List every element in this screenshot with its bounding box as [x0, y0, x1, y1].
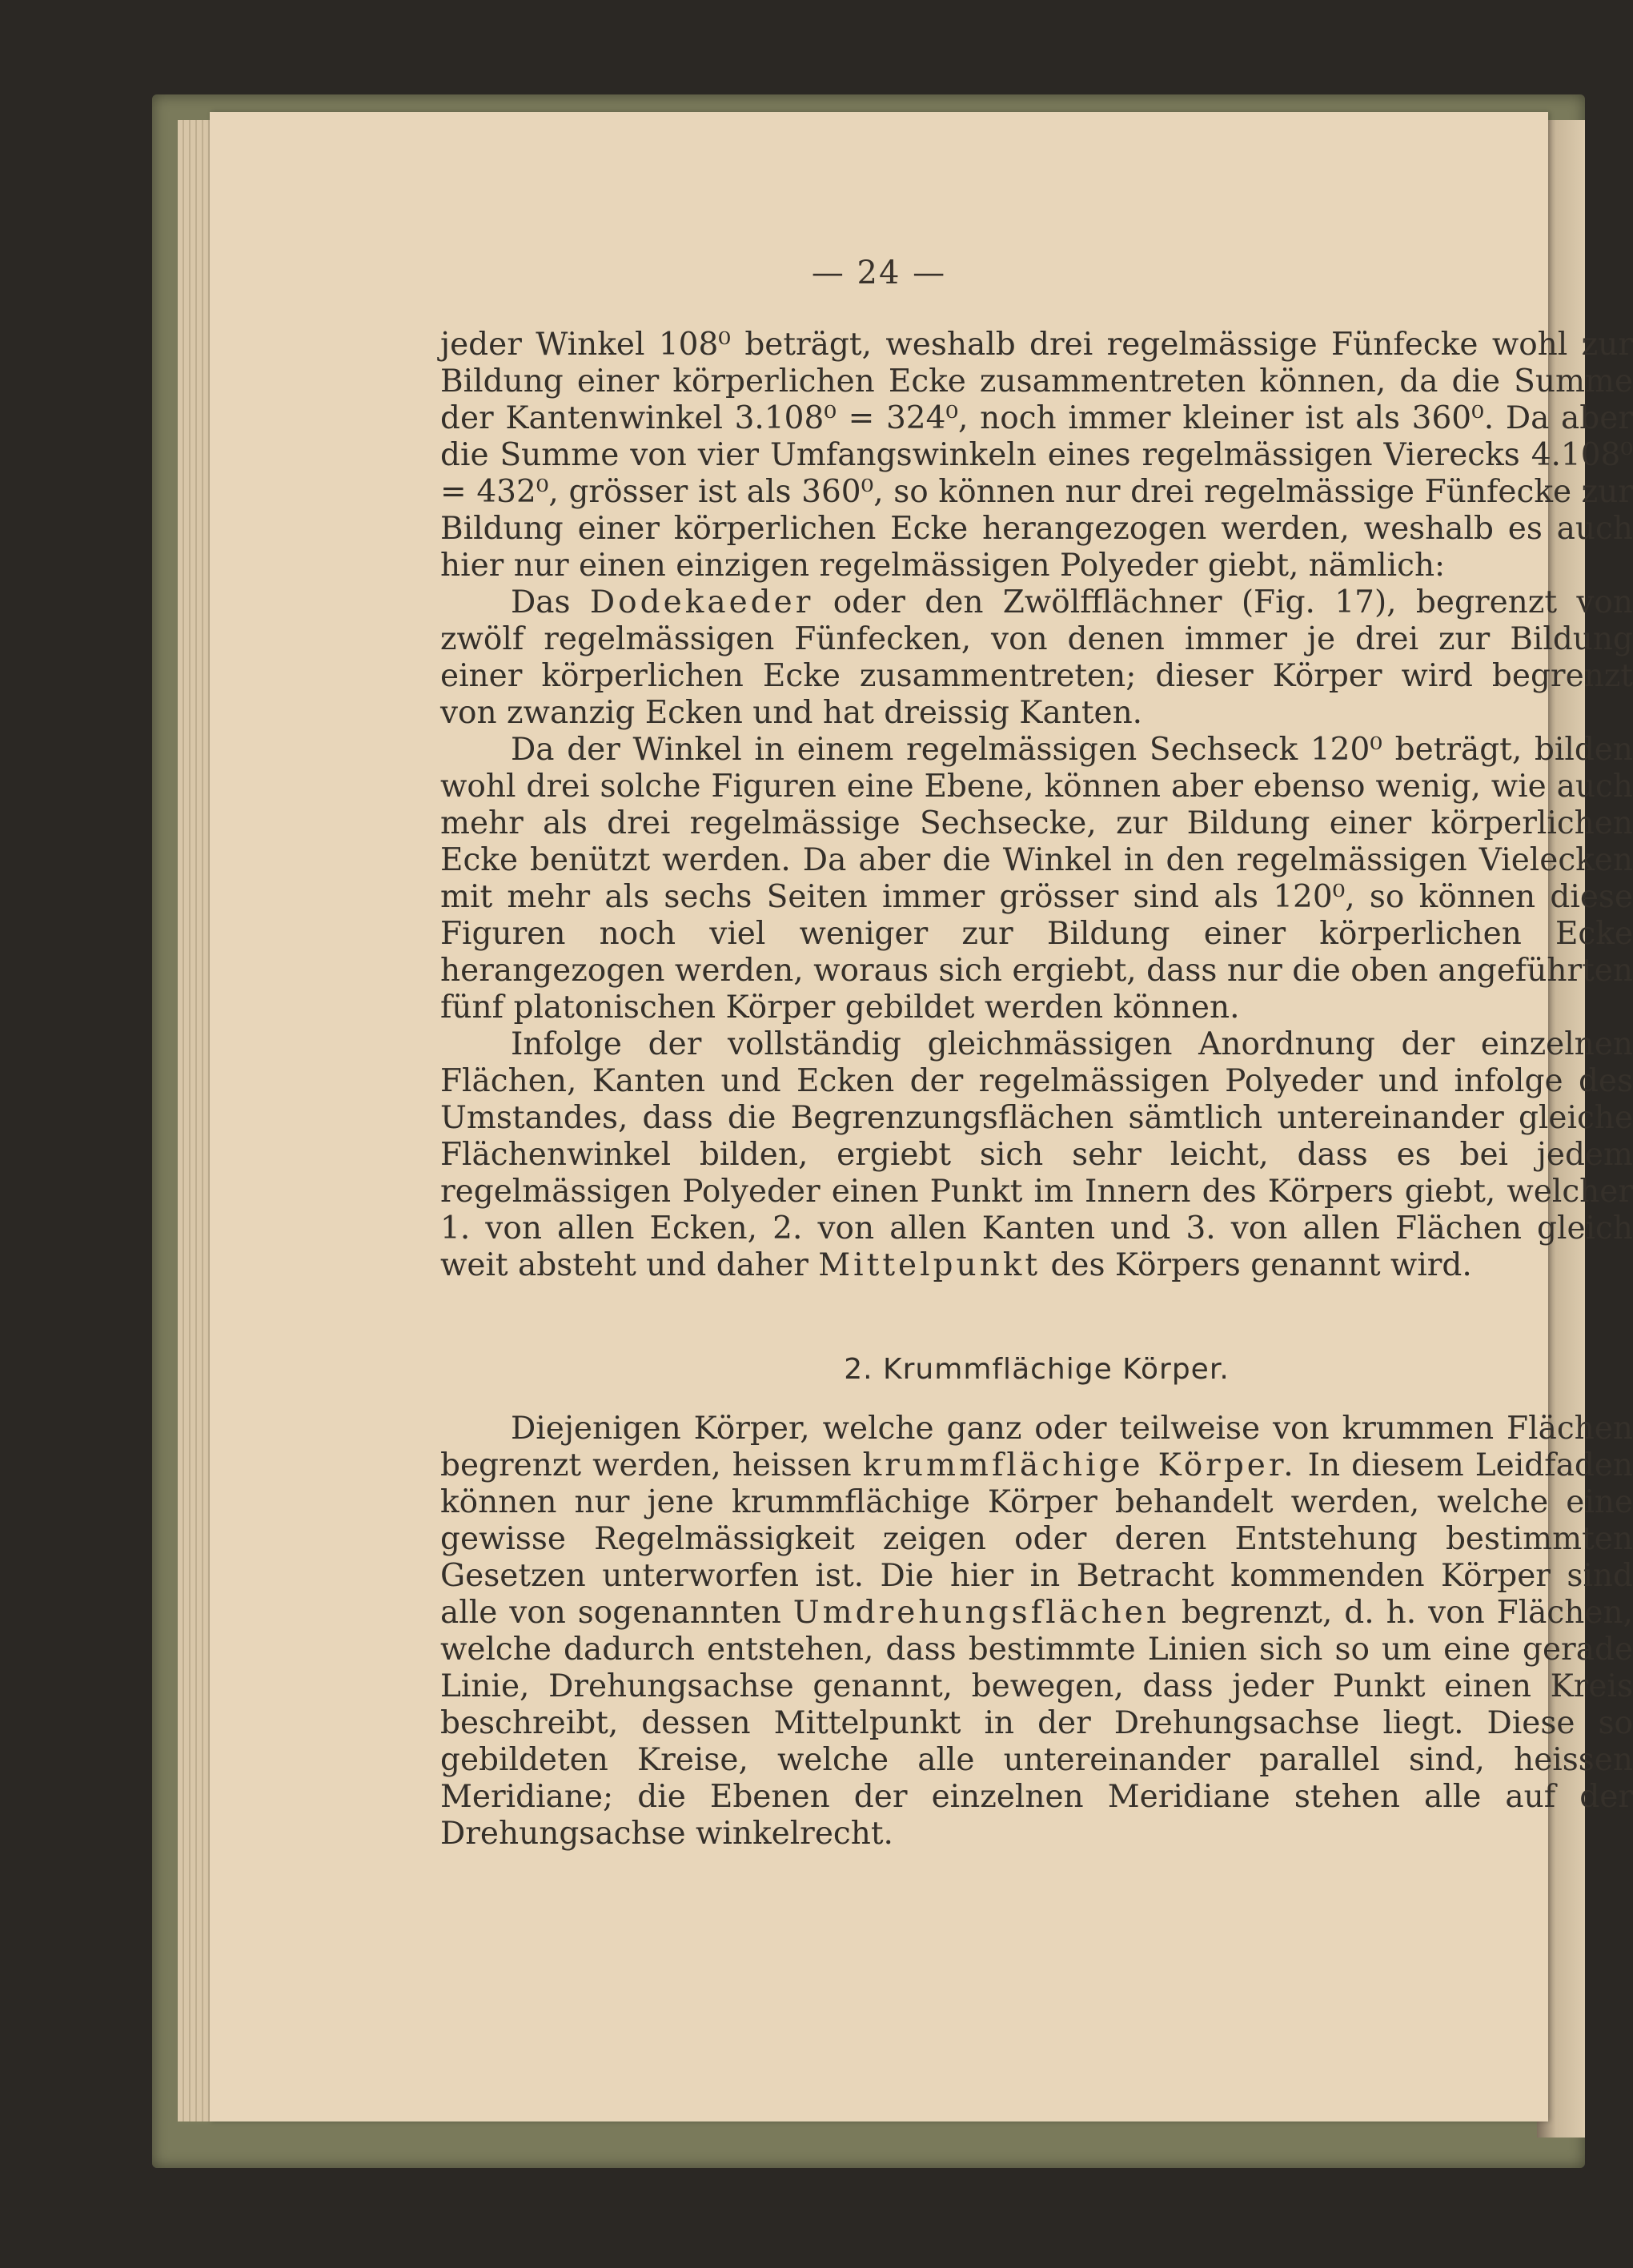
page-number: — 24 — — [811, 255, 947, 291]
section-heading: 2. Krummflächige Körper. — [844, 1353, 1230, 1386]
paragraph-2: Das Dodekaeder oder den Zwölfflächner (Fig. 17), begrenzt von zwölf regelmässigen Fünfecken, von denen immer je drei zur Bildung einer körperlichen Ecke zusammentreten; dieser Körper wird begrenzt von zwanzig Ecken und hat dreissig Kanten. — [440, 584, 1633, 731]
paragraph-4: Infolge der vollständig gleichmässigen Anordnung der einzelnen Flächen, Kanten und Ecken der regelmässigen Polyeder und infolge des Umstandes, dass die Begrenzungsflächen sämtlich untereinander gleiche Flächenwinkel bilden, ergiebt sich sehr leicht, dass es bei jedem regelmässigen Polyeder einen Punkt im Innern des Körpers giebt, welcher 1. von allen Ecken, 2. von allen Kanten und 3. von allen Flächen gleich weit absteht und daher Mittelpunkt des Körpers genannt wird. — [440, 1026, 1633, 1283]
term-dodekaeder: Dodekaeder — [589, 584, 814, 620]
term-krummflaechige-koerper: krummflächige Körper. — [862, 1447, 1297, 1483]
page-text — [440, 327, 1633, 1853]
paragraph-1: jeder Winkel 108⁰ beträgt, weshalb drei regelmässige Fünfecke wohl zur Bildung einer körperlichen Ecke zusammentreten können, da die Summe der Kantenwinkel 3.108⁰ = 324⁰, noch immer kleiner ist als 360⁰. Da aber die Summe von vier Umfangswinkeln eines regelmässigen Vierecks 4.108⁰ = 432⁰, grösser ist als 360⁰, so können nur drei regelmässige Fünfecke zur Bildung einer körperlichen Ecke herangezogen werden, weshalb es auch hier nur einen einzigen regelmässigen Polyeder giebt, nämlich: — [440, 327, 1633, 584]
term-umdrehungsflaechen: Umdrehungsflächen — [792, 1595, 1170, 1631]
term-mittelpunkt: Mittelpunkt — [818, 1247, 1041, 1283]
paragraph-5: Diejenigen Körper, welche ganz oder teilweise von krummen Flächen begrenzt werden, heissen krummflächige Körper. In diesem Leidfaden können nur jene krummflächige Körper behandelt werden, welche eine gewisse Regelmässigkeit zeigen oder deren Entstehung bestimmten Gesetzen unterworfen ist. Die hier in Betracht kommenden Körper sind alle von sogenannten Umdrehungsflächen begrenzt, d. h. von Flächen, welche dadurch entstehen, dass bestimmte Linien sich so um eine gerade Linie, Drehungsachse genannt, bewegen, dass jeder Punkt einen Kreis beschreibt, dessen Mittelpunkt in der Drehungsachse liegt. Diese so gebildeten Kreise, welche alle untereinander parallel sind, heissen Meridiane; die Ebenen der einzelnen Meridiane stehen alle auf der Drehungsachse winkelrecht. — [440, 1411, 1633, 1852]
paragraph-3: Da der Winkel in einem regelmässigen Sechseck 120⁰ beträgt, bilden wohl drei solche Figuren eine Ebene, können aber ebenso wenig, wie auch mehr als drei regelmässige Sechsecke, zur Bildung einer körperlichen Ecke benützt werden. Da aber die Winkel in den regelmässigen Vielecken mit mehr als sechs Seiten immer grösser sind als 120⁰, so können diese Figuren noch viel weniger zur Bildung einer körperlichen Ecke herangezogen werden, woraus sich ergiebt, dass nur die oben angeführten fünf platonischen Körper gebildet werden können. — [440, 732, 1633, 1026]
book-page — [210, 112, 1633, 2121]
